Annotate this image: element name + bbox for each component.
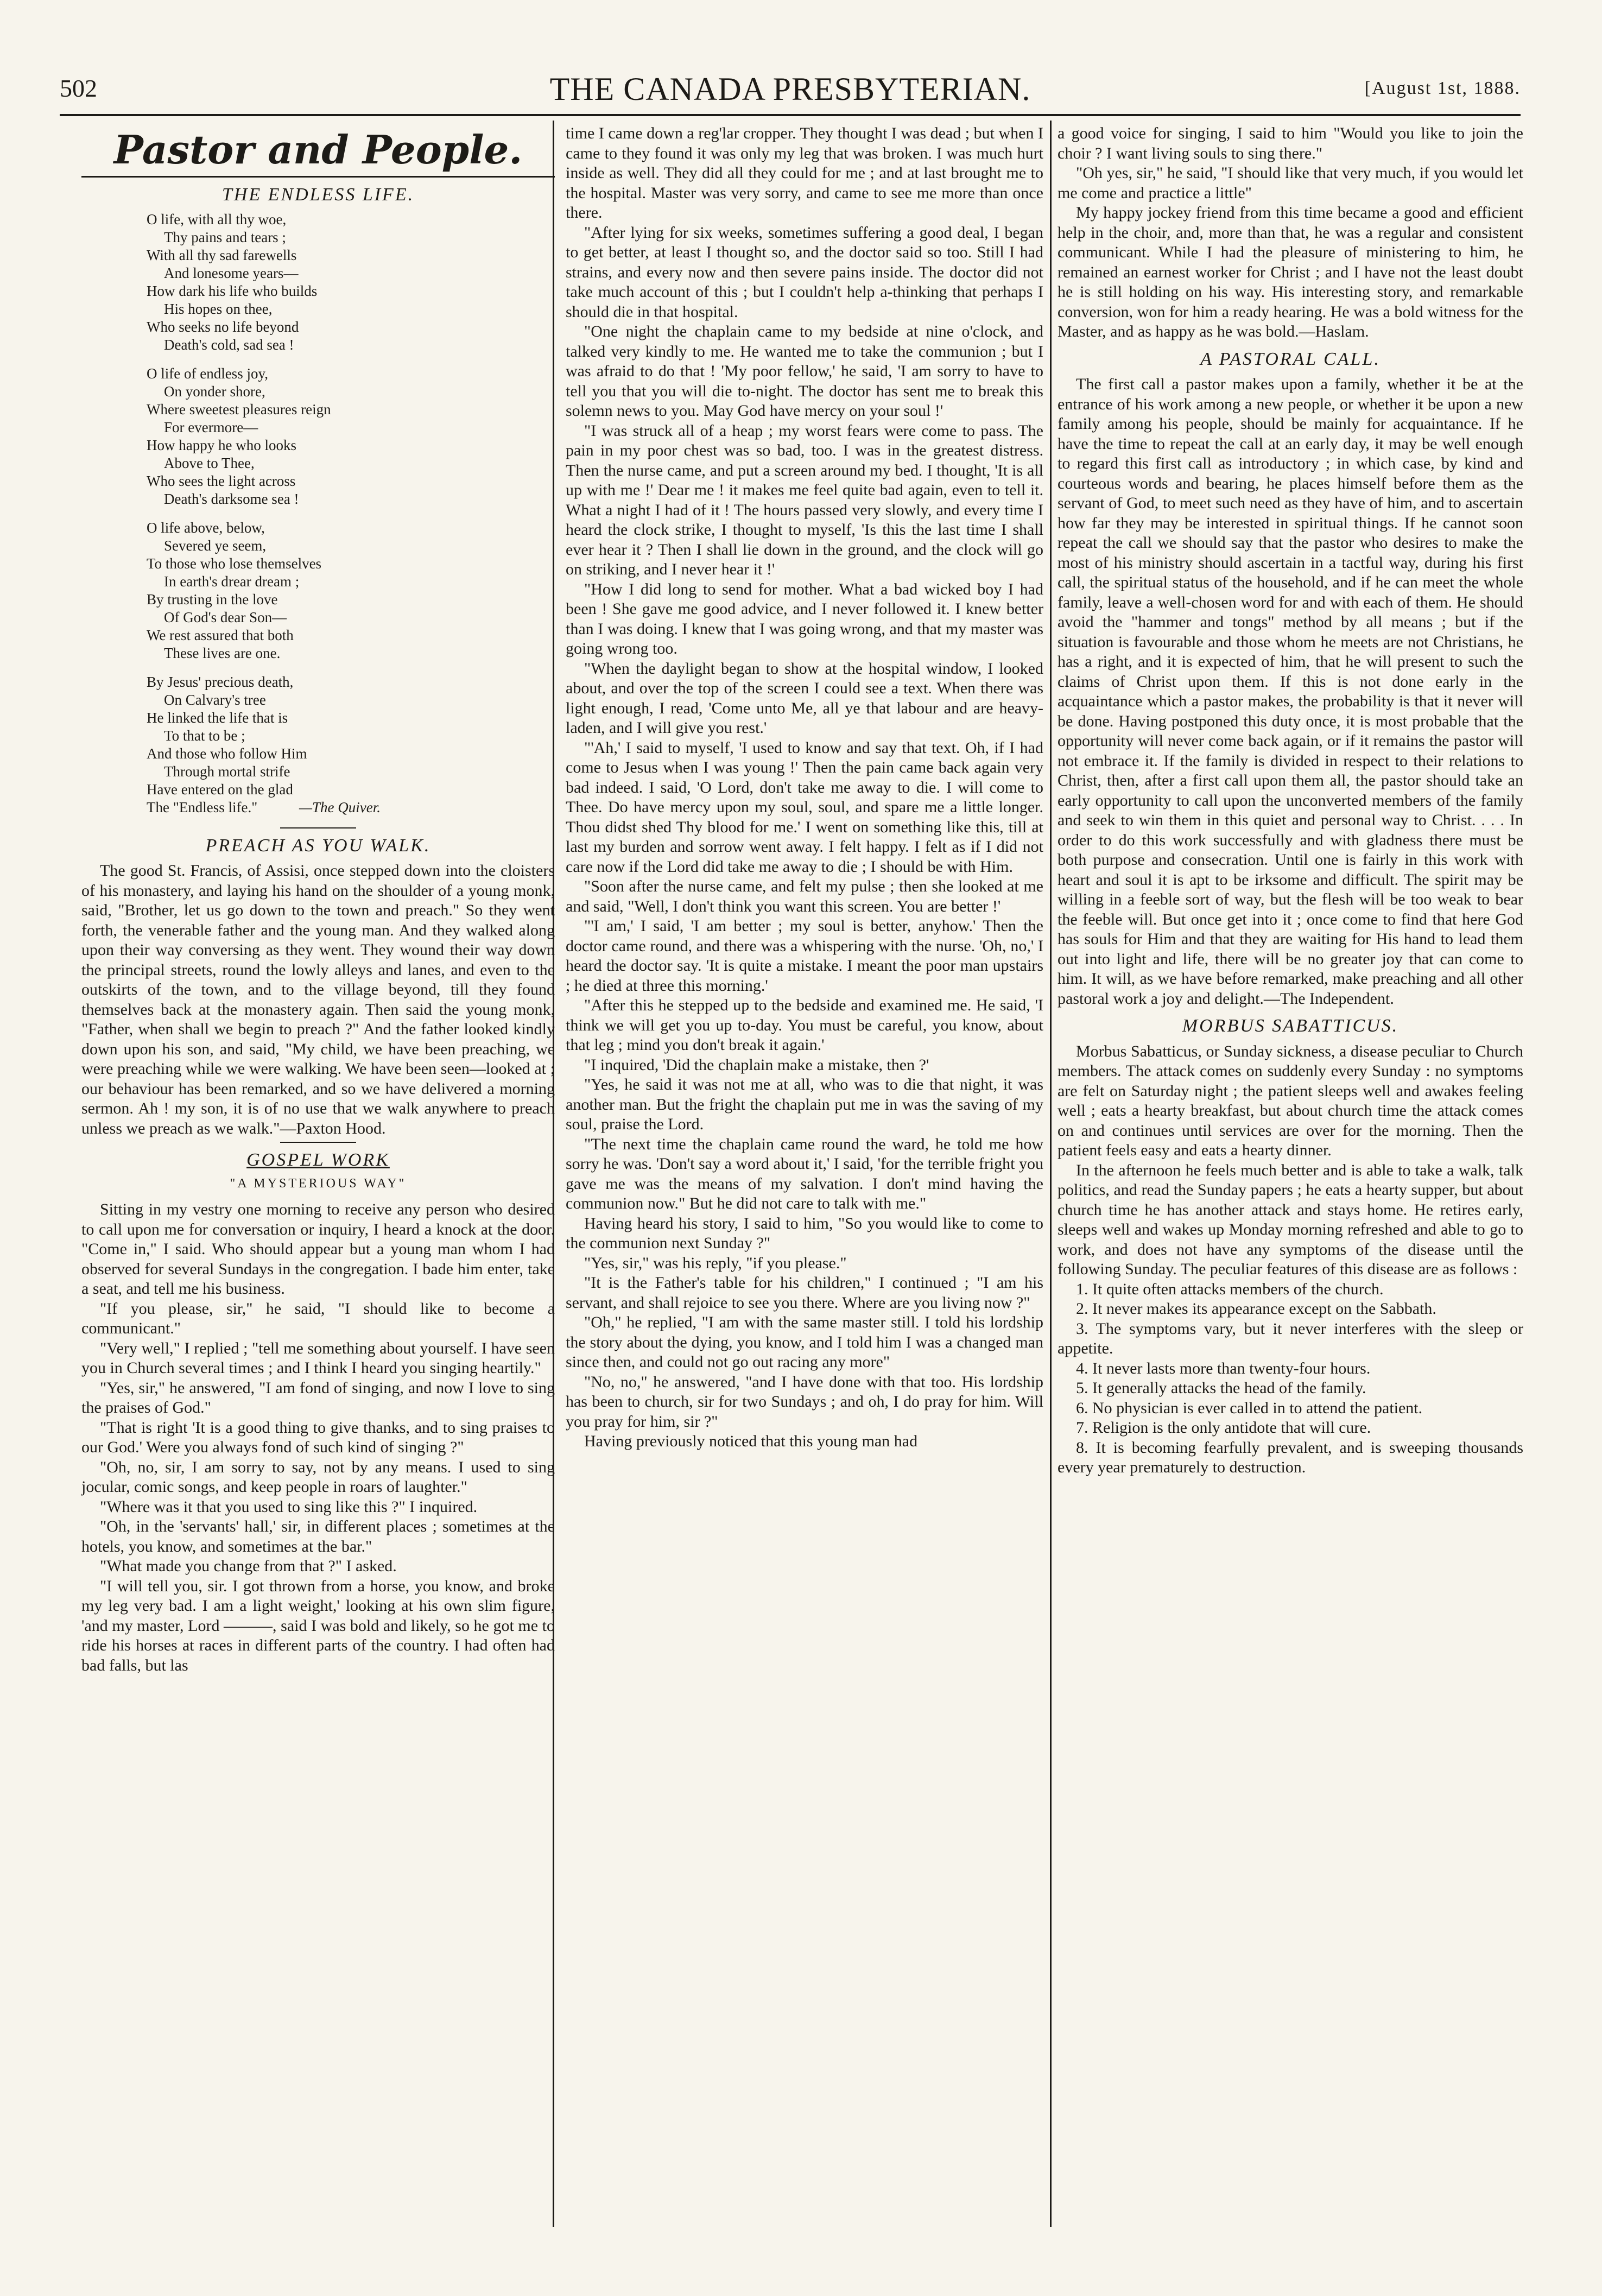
poem-line: Have entered on the glad xyxy=(147,781,293,798)
article-paragraph: "What made you change from that ?" I asked. xyxy=(100,1557,397,1575)
article-paragraph: "Soon after the nurse came, and felt my pulse ; then she looked at me and said, "Well, I don't think you want this screen. You are better !' xyxy=(566,877,1043,915)
poem-line: By Jesus' precious death, xyxy=(147,673,294,690)
poem-title: THE ENDLESS LIFE. xyxy=(221,185,415,205)
page-number: 502 xyxy=(60,74,97,102)
poem-line: On Calvary's tree xyxy=(164,691,266,708)
article-paragraph: "Where was it that you used to sing like this ?" I inquired. xyxy=(100,1497,478,1516)
column-1 xyxy=(81,124,555,1675)
separator xyxy=(280,1142,356,1143)
article-paragraph: a good voice for singing, I said to him "Would you like to join the choir ? I want living souls to sing there." xyxy=(1058,124,1523,162)
poem-line: His hopes on thee, xyxy=(164,300,273,317)
page-header xyxy=(60,71,1521,109)
poem-line: To that to be ; xyxy=(164,727,245,744)
article-title: MORBUS SABATTICUS. xyxy=(1182,1016,1399,1036)
article-title: PREACH AS YOU WALK. xyxy=(205,835,431,856)
article-paragraph: "Yes, sir," he answered, "I am fond of singing, and now I love to sing the praises of God." xyxy=(81,1378,555,1416)
article-paragraph: "Yes, he said it was not me at all, who was to die that night, it was another man. But the fright the chaplain put me in was the saving of my soul, praise the Lord. xyxy=(566,1076,1043,1133)
poem-line: On yonder shore, xyxy=(164,383,265,400)
article-paragraph: "'Ah,' I said to myself, 'I used to know and say that text. Oh, if I had come to Jesus when I was young !' Then the pain came back again very bad indeed. I said, 'O Lord, don't take me away to die. I will come to Thee. Do have mercy upon my soul, soul, and spare me a little longer. Thou didst shed Thy blood for me.' I went on something like this, till at last my burden and sorrow went away. I felt happy. I felt as if I did not care now if the Lord did take me away to die ; I should be with Him. xyxy=(566,738,1043,876)
publication-title: THE CANADA PRESBYTERIAN. xyxy=(549,71,1031,107)
article-paragraph: "Oh, no, sir, I am sorry to say, not by any means. I used to sing jocular, comic songs, and keep people in roars of laughter." xyxy=(81,1458,555,1496)
poem-line: Who seeks no life beyond xyxy=(147,318,299,335)
poem-line: How happy he who looks xyxy=(147,437,296,453)
list-item: 5. It generally attacks the head of the family. xyxy=(1076,1379,1366,1397)
article-paragraph: The good St. Francis, of Assisi, once stepped down into the cloisters of his monastery, and laying his hand on the shoulder of a young monk, said, "Brother, let us go down to the town and preach." So they went forth, the venerable father and the young man. And they walked along upon their way conversing as they went. They wound their way down the principal streets, round the lowly alleys and lanes, and even to the outskirts of the town, and to the village beyond, till they found themselves back at the monastery again. Then said the young monk, "Father, when shall we begin to preach ?" And the father looked kindly down upon his son, and said, "My child, we have been preaching, we were preaching while we were walking. We have been seen—looked at ; our behaviour has been remarked, and so we have delivered a morning sermon. Ah ! my son, it is of no use that we walk anywhere to preach unless we preach as we walk."—Paxton Hood. xyxy=(81,862,555,1137)
article-paragraph: In the afternoon he feels much better and is able to take a walk, talk politics, and read the Sunday papers ; he eats a hearty supper, but about church time he has another attack and stays home. He retires early, sleeps well and wakes up Monday morning refreshed and able to go to work, and does not have any symptoms of the disease until the following Sunday. The peculiar features of this disease are as follows : xyxy=(1058,1161,1523,1278)
poem-line: Through mortal strife xyxy=(164,763,290,780)
poem-stanza xyxy=(147,365,555,508)
poem-line-text: The "Endless life." xyxy=(147,799,258,815)
poem-line: Death's cold, sad sea ! xyxy=(164,336,294,353)
poem-line: O life above, below, xyxy=(147,519,265,536)
article-paragraph: "Oh yes, sir," he said, "I should like that very much, if you would let me come and practice a little" xyxy=(1058,164,1523,202)
header-rule xyxy=(60,114,1521,116)
column-2 xyxy=(566,124,1043,1452)
article-paragraph: My happy jockey friend from this time became a good and efficient help in the choir, and, more than that, he was a regular and consistent communicant. While I had the pleasure of ministering to him, he remained an earnest worker for Christ ; and I have not the least doubt he is still holding on his way. His interesting story, and remarkable conversion, won for him a ready hearing. He was a bold witness for the Master, and as happy as he was bold.—Haslam. xyxy=(1058,204,1523,340)
poem-line: By trusting in the love xyxy=(147,591,278,608)
column-3 xyxy=(1058,124,1523,1478)
poem-stanza xyxy=(147,519,555,662)
article-paragraph: "Very well," I replied ; "tell me something about yourself. I have seen you in Church several times ; and I think I heard you singing heartily." xyxy=(81,1339,555,1377)
issue-date: [August 1st, 1888. xyxy=(1364,78,1521,98)
article-title: GOSPEL WORK xyxy=(246,1150,390,1170)
poem-line: With all thy sad farewells xyxy=(147,246,297,263)
article-title: A PASTORAL CALL. xyxy=(1200,349,1381,369)
poem-line: He linked the life that is xyxy=(147,709,288,726)
poem-stanza xyxy=(147,673,555,817)
article-paragraph: Morbus Sabatticus, or Sunday sickness, a disease peculiar to Church members. The attack comes on suddenly every Sunday : no symptoms are felt on Saturday night ; the patient sleeps well and awakes feeling well ; eats a hearty breakfast, but about church time the attack comes on and continues until services are over for the morning. Then the patient feels easy and eats a hearty dinner. xyxy=(1058,1042,1523,1159)
article-paragraph: "If you please, sir," he said, "I should like to become a communicant." xyxy=(81,1299,555,1337)
poem-line: O life, with all thy woe, xyxy=(147,211,287,227)
article-paragraph: "After lying for six weeks, sometimes suffering a good deal, I began to get better, at least I thought so, and the doctor said so too. Still I had strains, and every now and then severe pains inside. The doctor did not take much account of this ; but I couldn't help a-thinking that perhaps I should die in that hospital. xyxy=(566,223,1043,321)
poem-line: How dark his life who builds xyxy=(147,282,318,299)
article-paragraph: "Oh," he replied, "I am with the same master still. I told his lordship the story about the dying, you know, and I told him I was a changed man since then, and could not go out racing any more" xyxy=(566,1313,1043,1371)
poem-line: We rest assured that both xyxy=(147,627,294,643)
poem-line: Where sweetest pleasures reign xyxy=(147,401,331,418)
article-paragraph: "I inquired, 'Did the chaplain make a mistake, then ?' xyxy=(584,1055,929,1074)
poem-line: These lives are one. xyxy=(164,644,281,661)
article-paragraph: time I came down a reg'lar cropper. They thought I was dead ; but when I came to they found it was only my leg that was broken. I was much hurt inside as well. They did all they could for me ; and at last brought me to the hospital. Master was very sorry, and came to see me more than once there. xyxy=(566,124,1043,222)
poem xyxy=(81,211,555,817)
article-paragraph: "After this he stepped up to the bedside and examined me. He said, 'I think we will get you up to-day. You must be careful, you know, about that leg ; mind you don't break it again.' xyxy=(566,996,1043,1054)
column-divider xyxy=(1050,121,1052,2227)
article-paragraph: "That is right 'It is a good thing to give thanks, and to sing praises to our God.' Were you always fond of such kind of singing ?" xyxy=(81,1418,555,1456)
article-paragraph: Sitting in my vestry one morning to receive any person who desired to call upon me for conversation or inquiry, I heard a knock at the door. "Come in," I said. Who should appear but a young man whom I had observed for several Sundays in the congregation. I bade him enter, take a seat, and tell me his business. xyxy=(81,1200,555,1298)
list-item: 6. No physician is ever called in to attend the patient. xyxy=(1076,1399,1423,1417)
poem-line xyxy=(147,799,555,817)
poem-line: O life of endless joy, xyxy=(147,365,268,382)
article-paragraph: "No, no," he answered, "and I have done with that too. His lordship has been to church, sir for two Sundays ; and oh, I do pray for him. Will you pray for him, sir ?" xyxy=(566,1372,1043,1431)
article-paragraph: "'I am,' I said, 'I am better ; my soul is better, anyhow.' Then the doctor came round, and there was a whispering with the nurse. 'Oh, no,' I heard the doctor say. 'It is quite a mistake. I meant the poor man upstairs ; he died at three this morning.' xyxy=(566,917,1043,995)
poem-line: Thy pains and tears ; xyxy=(164,229,286,245)
article-paragraph: The first call a pastor makes upon a family, whether it be at the entrance of his work among a new people, or whether it be upon a new family among his people, should be mainly for acquaintance. If he have the time to repeat the call at an early day, it may be well enough to regard this first call as introductory ; in which case, by kind and courteous words and bearing, he places himself before them as the servant of God, to meet such need as they have of him, and to ascertain how far they may be interested in spiritual things. If he cannot soon repeat the call we should say that the pastor who desires to make the most of his ministry should ascertain in a tactful way, during his first call, the spiritual status of the household, and if he can meet the whole family, leave a well-chosen word for and with each of them. He should avoid the "hammer and tongs" method by all means ; but if the situation is favourable and those whom he meets are not Christians, he has a right, and it is expected of him, that he will present to such the claims of Christ upon them. If this is not done early in the acquaintance which a pastor makes, the probability is that it never will be done. Having postponed this duty once, it is most probable that the opportunity will never come back again, or if it remains the pastor will not embrace it. If the family is divided in respect to their relations to Christ, then, after a first call upon them all, the pastor should take an early opportunity to call upon the unconverted members of the family and seek to win them in this quiet and personal way to Christ. . . . In order to do this work successfully and with gladness there must be both purpose and consecration. Until one is fairly in this work with heart and soul it is apt to be irksome and difficult. The spirit may be willing in a feeble sort of way, but the flesh will be too weak to bear the feeble will. But once get into it ; once come to find that here God has souls for Him and that they are waiting for His hand to lead them out into light and life, there will be no greater joy that can come to him. It will, as we have before remarked, make preaching and all other pastoral work a joy and delight.—The Independent. xyxy=(1058,375,1523,1008)
article-paragraph: "When the daylight began to show at the hospital window, I looked about, and over the top of the screen I could see a text. When there was light enough, I read, 'Come unto Me, all ye that labour and are heavy-laden, and I will give you rest.' xyxy=(566,659,1043,737)
list-item: 8. It is becoming fearfully prevalent, and is sweeping thousands every year prematurely to destruction. xyxy=(1058,1438,1523,1476)
article-paragraph: "I will tell you, sir. I got thrown from a horse, you know, and broke my leg very bad. I am a light weight,' looking at his own slim figure, 'and my master, Lord ———, said I was bold and likely, so he got me to ride his horses at races in different parts of the country. I had often had bad falls, but las xyxy=(81,1577,555,1674)
poem-line: For evermore— xyxy=(164,419,258,435)
article-paragraph: "It is the Father's table for his children," I continued ; "I am his servant, and shall rejoice to see you there. Where are you living now ?" xyxy=(566,1274,1043,1312)
section-title: Pastor and People. xyxy=(81,127,555,178)
poem-line: And those who follow Him xyxy=(147,745,307,762)
poem-line: And lonesome years— xyxy=(164,264,299,281)
list-item: 3. The symptoms vary, but it never interferes with the sleep or appetite. xyxy=(1058,1319,1523,1357)
list-item: 1. It quite often attacks members of the church. xyxy=(1076,1280,1384,1298)
article-paragraph: "Oh, in the 'servants' hall,' sir, in different places ; sometimes at the hotels, you know, and sometimes at the bar." xyxy=(81,1517,555,1555)
poem-line: Above to Thee, xyxy=(164,454,255,471)
article-paragraph: "I was struck all of a heap ; my worst fears were come to pass. The pain in my poor chest was so bad, too. I was in the greatest distress. Then the nurse came, and put a screen around my bed. I thought, 'It is all up with me !' Dear me ! it makes me feel quite bad again, even to tell it. What a night I had of it ! The hours passed very slowly, and every time I heard the clock strike, I thought to myself, 'Is this the last time I shall ever hear it ? Then I shall lie down in the ground, and the clock will go on striking, and I never hear it !' xyxy=(566,421,1043,578)
list-item: 7. Religion is the only antidote that will cure. xyxy=(1076,1419,1371,1437)
article-paragraph: "How I did long to send for mother. What a bad wicked boy I had been ! She gave me good advice, and I never followed it. I knew better than I was doing. I knew that I was going wrong, and that my master was going wrong too. xyxy=(566,580,1043,657)
list-item: 4. It never lasts more than twenty-four hours. xyxy=(1076,1359,1371,1377)
article-paragraph: "The next time the chaplain came round the ward, he told me how sorry he was. 'Don't say a word about it,' I said, 'for the terrible fright you gave me was the means of my salvation. I don't mind having the communion now." But he did not care to talk with me." xyxy=(566,1135,1043,1212)
poem-line: To those who lose themselves xyxy=(147,555,322,572)
article-paragraph: Having heard his story, I said to him, "So you would like to come to the communion next Sunday ?" xyxy=(566,1214,1043,1252)
poem-line: Who sees the light across xyxy=(147,472,296,489)
article-paragraph: "Yes, sir," was his reply, "if you please." xyxy=(584,1254,847,1272)
article-paragraph: Having previously noticed that this young man had xyxy=(584,1432,918,1450)
separator xyxy=(280,827,356,828)
poem-source: —The Quiver. xyxy=(299,799,381,815)
article-paragraph: "One night the chaplain came to my bedside at nine o'clock, and talked very kindly to me. He wanted me to take the communion ; but I was afraid to do that ! 'My poor fellow,' he said, 'I am sorry to have to tell you that you will die to-night. The doctor has sent me to break this solemn news to you. May God have mercy on your soul !' xyxy=(566,322,1043,420)
poem-line: Death's darksome sea ! xyxy=(164,490,299,507)
poem-line: Severed ye seem, xyxy=(164,537,267,554)
article-subtitle: "A MYSTERIOUS WAY" xyxy=(230,1176,407,1191)
list-item: 2. It never makes its appearance except on the Sabbath. xyxy=(1076,1300,1436,1318)
poem-stanza xyxy=(147,211,555,354)
poem-line: Of God's dear Son— xyxy=(164,609,287,625)
poem-line: In earth's drear dream ; xyxy=(164,573,300,590)
